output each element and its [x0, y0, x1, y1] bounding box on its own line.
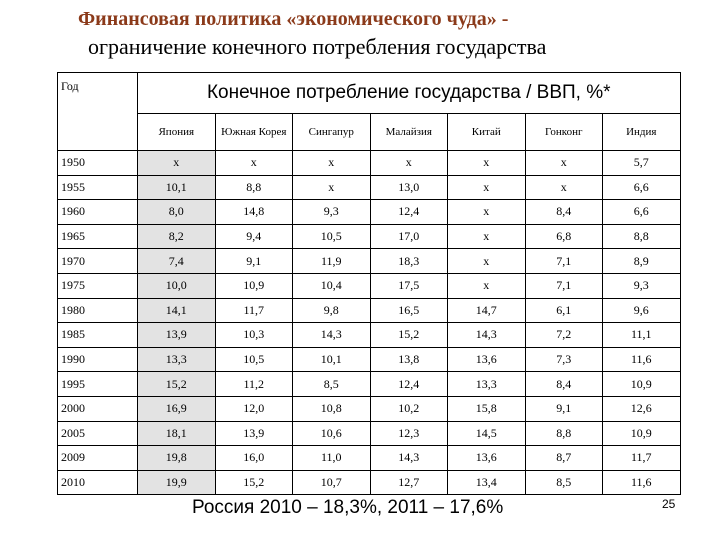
table-row [58, 224, 681, 249]
year-cell: 2005 [58, 421, 138, 446]
value-cell: 8,9 [603, 249, 681, 274]
value-cell: 7,1 [525, 249, 603, 274]
page-number: 25 [662, 497, 676, 511]
value-cell: 7,3 [525, 347, 603, 372]
value-cell: 9,8 [293, 298, 371, 323]
value-cell: 10,3 [215, 323, 293, 348]
value-cell: 7,2 [525, 323, 603, 348]
value-cell: x [525, 175, 603, 200]
value-cell: 9,4 [215, 224, 293, 249]
value-cell: 9,3 [603, 273, 681, 298]
column-header: Сингапур [293, 114, 371, 151]
value-cell: x [370, 151, 448, 176]
table-row [58, 446, 681, 471]
table-row [58, 200, 681, 225]
value-cell: x [525, 151, 603, 176]
value-cell: 15,8 [448, 396, 526, 421]
year-cell: 1975 [58, 273, 138, 298]
footer-note: Россия 2010 – 18,3%, 2011 – 17,6% [192, 497, 504, 518]
value-cell: 8,5 [525, 470, 603, 495]
value-cell: 8,5 [293, 372, 371, 397]
value-cell: 14,1 [138, 298, 216, 323]
value-cell: 15,2 [215, 470, 293, 495]
year-cell: 1950 [58, 151, 138, 176]
value-cell: 11,7 [603, 446, 681, 471]
slide-title-line1: Финансовая политика «экономического чуда» - [78, 8, 509, 30]
value-cell: 17,0 [370, 224, 448, 249]
value-cell: 11,9 [293, 249, 371, 274]
table-row [58, 470, 681, 495]
column-header: Индия [603, 114, 681, 151]
value-cell: 18,3 [370, 249, 448, 274]
value-cell: 14,3 [448, 323, 526, 348]
value-cell: 9,1 [215, 249, 293, 274]
value-cell: 12,6 [603, 396, 681, 421]
table-row [58, 421, 681, 446]
value-cell: 13,9 [138, 323, 216, 348]
value-cell: 12,7 [370, 470, 448, 495]
value-cell: 6,6 [603, 200, 681, 225]
table-row [58, 372, 681, 397]
value-cell: x [293, 175, 371, 200]
value-cell: 10,1 [138, 175, 216, 200]
value-cell: 9,6 [603, 298, 681, 323]
value-cell: 9,1 [525, 396, 603, 421]
slide-title-line2: ограничение конечного потребления государства [88, 34, 547, 59]
value-cell: 13,8 [370, 347, 448, 372]
value-cell: 10,8 [293, 396, 371, 421]
value-cell: 5,7 [603, 151, 681, 176]
value-cell: 13,6 [448, 347, 526, 372]
value-cell: 11,0 [293, 446, 371, 471]
value-cell: 7,1 [525, 273, 603, 298]
value-cell: 14,5 [448, 421, 526, 446]
year-cell: 1960 [58, 200, 138, 225]
value-cell: 16,0 [215, 446, 293, 471]
value-cell: 14,7 [448, 298, 526, 323]
value-cell: 7,4 [138, 249, 216, 274]
value-cell: 8,8 [603, 224, 681, 249]
value-cell: 12,4 [370, 200, 448, 225]
value-cell: 11,2 [215, 372, 293, 397]
table-row [58, 323, 681, 348]
value-cell: 6,8 [525, 224, 603, 249]
value-cell: x [293, 151, 371, 176]
value-cell: 10,4 [293, 273, 371, 298]
year-cell: 1970 [58, 249, 138, 274]
value-cell: 13,0 [370, 175, 448, 200]
value-cell: 10,0 [138, 273, 216, 298]
year-cell: 1965 [58, 224, 138, 249]
year-cell: 1955 [58, 175, 138, 200]
column-header: Китай [448, 114, 526, 151]
value-cell: 15,2 [138, 372, 216, 397]
table-row [58, 273, 681, 298]
value-cell: x [138, 151, 216, 176]
value-cell: x [448, 273, 526, 298]
column-header: Япония [138, 114, 216, 151]
value-cell: 19,9 [138, 470, 216, 495]
table-row [58, 396, 681, 421]
value-cell: 10,9 [603, 421, 681, 446]
main-header: Конечное потребление государства / ВВП, %* [138, 73, 681, 114]
value-cell: 18,1 [138, 421, 216, 446]
value-cell: 13,3 [138, 347, 216, 372]
value-cell: 8,0 [138, 200, 216, 225]
year-cell: 1985 [58, 323, 138, 348]
value-cell: 8,8 [525, 421, 603, 446]
year-cell: 2010 [58, 470, 138, 495]
value-cell: 14,3 [370, 446, 448, 471]
value-cell: 11,7 [215, 298, 293, 323]
value-cell: 16,5 [370, 298, 448, 323]
value-cell: 10,7 [293, 470, 371, 495]
year-cell: 1980 [58, 298, 138, 323]
value-cell: 10,6 [293, 421, 371, 446]
table-row [58, 347, 681, 372]
value-cell: x [448, 249, 526, 274]
value-cell: 8,2 [138, 224, 216, 249]
year-cell: 1995 [58, 372, 138, 397]
value-cell: 11,1 [603, 323, 681, 348]
value-cell: 14,3 [293, 323, 371, 348]
value-cell: 8,7 [525, 446, 603, 471]
value-cell: 15,2 [370, 323, 448, 348]
value-cell: 12,3 [370, 421, 448, 446]
table-row [58, 298, 681, 323]
table-row [58, 249, 681, 274]
value-cell: 16,9 [138, 396, 216, 421]
value-cell: 11,6 [603, 470, 681, 495]
value-cell: 10,9 [603, 372, 681, 397]
value-cell: 6,6 [603, 175, 681, 200]
value-cell: x [448, 151, 526, 176]
value-cell: 10,5 [215, 347, 293, 372]
value-cell: 13,4 [448, 470, 526, 495]
value-cell: x [448, 224, 526, 249]
column-header: Малайзия [370, 114, 448, 151]
value-cell: 13,9 [215, 421, 293, 446]
value-cell: x [448, 175, 526, 200]
value-cell: 11,6 [603, 347, 681, 372]
value-cell: x [215, 151, 293, 176]
value-cell: 14,8 [215, 200, 293, 225]
value-cell: 19,8 [138, 446, 216, 471]
value-cell: 17,5 [370, 273, 448, 298]
value-cell: x [448, 200, 526, 225]
value-cell: 10,9 [215, 273, 293, 298]
table-row [58, 151, 681, 176]
value-cell: 9,3 [293, 200, 371, 225]
value-cell: 8,8 [215, 175, 293, 200]
value-cell: 13,3 [448, 372, 526, 397]
value-cell: 10,5 [293, 224, 371, 249]
value-cell: 12,0 [215, 396, 293, 421]
value-cell: 10,2 [370, 396, 448, 421]
year-header: Год [58, 73, 138, 151]
year-cell: 2000 [58, 396, 138, 421]
data-table [57, 72, 681, 495]
table-row [58, 175, 681, 200]
value-cell: 13,6 [448, 446, 526, 471]
value-cell: 8,4 [525, 200, 603, 225]
value-cell: 10,1 [293, 347, 371, 372]
value-cell: 6,1 [525, 298, 603, 323]
year-cell: 1990 [58, 347, 138, 372]
value-cell: 12,4 [370, 372, 448, 397]
column-header: Южная Корея [215, 114, 293, 151]
year-cell: 2009 [58, 446, 138, 471]
column-header: Гонконг [525, 114, 603, 151]
value-cell: 8,4 [525, 372, 603, 397]
